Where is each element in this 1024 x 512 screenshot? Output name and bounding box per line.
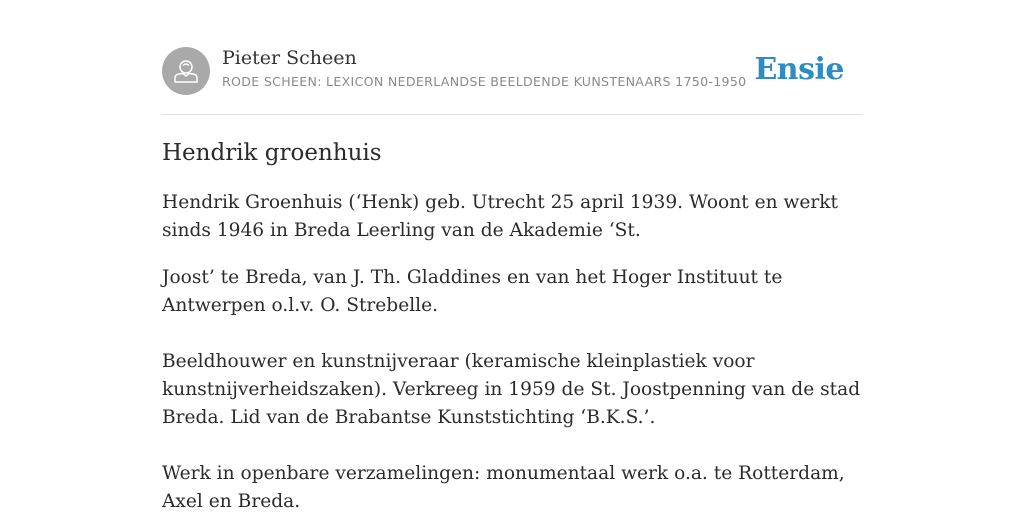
author-name-link[interactable]: Pieter Scheen — [222, 47, 357, 69]
paragraph-4: Werk in openbare verzamelingen: monumentaal werk o.a. te Rotterdam, Axel en Breda. — [162, 463, 845, 512]
paragraph-2: Joost’ te Breda, van J. Th. Gladdines en van het Hoger Instituut te Antwerpen o.l.v. O. Strebelle. — [162, 267, 783, 316]
source-title-link[interactable]: RODE SCHEEN: LEXICON NEDERLANDSE BEELDENDE KUNSTENAARS 1750-1950 — [222, 74, 747, 89]
paragraph-3: Beeldhouwer en kunstnijveraar (keramische kleinplastiek voor kunstnijverheidszaken). Verkreeg in 1959 de St. Joostpenning van de stad Breda. Lid van de Brabantse Kunststichting ‘B.K.S.’. — [162, 351, 861, 428]
article-title: Hendrik groenhuis — [162, 140, 382, 166]
article-header — [162, 46, 862, 115]
author-avatar[interactable] — [162, 47, 210, 95]
paragraph-1: Hendrik Groenhuis (‘Henk) geb. Utrecht 25 april 1939. Woont en werkt sinds 1946 in Breda Leerling van de Akademie ‘St. — [162, 192, 839, 241]
user-silhouette-icon — [162, 47, 210, 95]
article-body — [162, 189, 864, 512]
ensie-logo[interactable]: Ensie — [754, 52, 844, 87]
